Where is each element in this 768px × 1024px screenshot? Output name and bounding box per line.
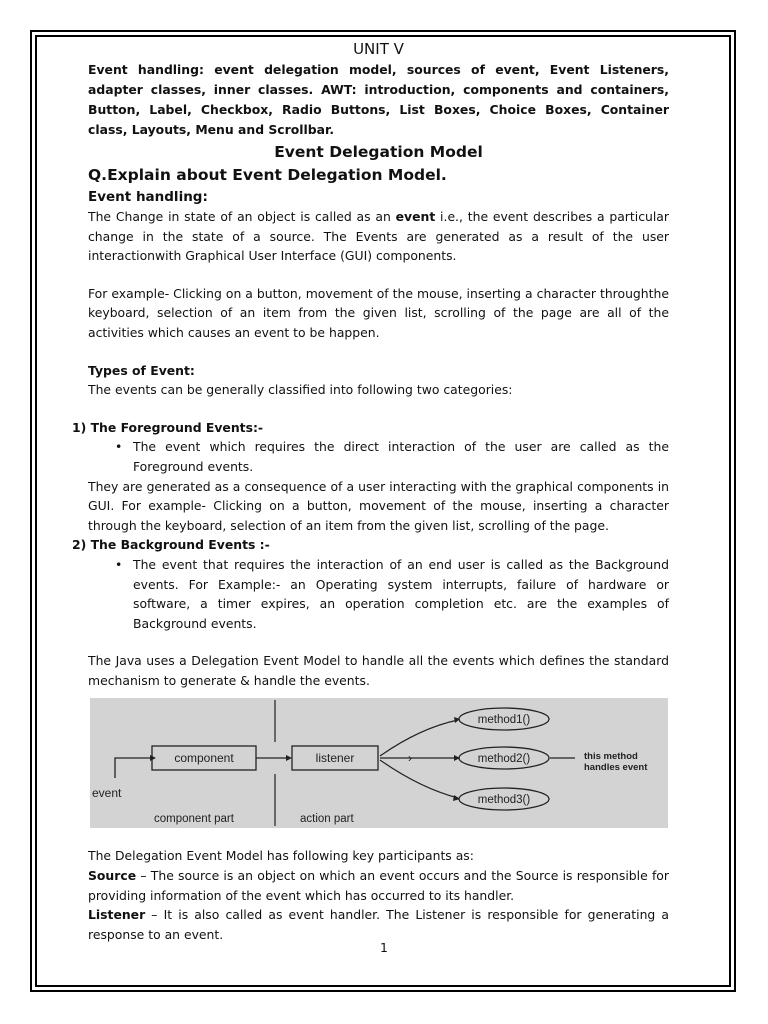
listener-term: Listener <box>88 907 146 923</box>
note-line2: handles event <box>584 762 648 774</box>
foreground-heading: 1) The Foreground Events:- <box>72 419 264 435</box>
background-list <box>88 555 669 633</box>
action-part-label: action part <box>300 813 354 826</box>
source-label: Source <box>88 868 137 884</box>
component-label: component <box>174 751 234 766</box>
event-label: event <box>92 786 122 801</box>
question-heading: Q.Explain about Event Delegation Model. <box>88 166 447 184</box>
delegation-model-diagram <box>90 698 668 828</box>
method3-label: method3() <box>477 794 531 807</box>
syllabus-text: Event handling: event delegation model, sources of event, Event Listeners, adapter classes, inner classes. AWT: introduction, components and containers, Button, Label, Checkbox, Radio Buttons, List Boxes, Choice Boxes, Container class, Layouts, Menu and Scrollbar. <box>88 62 669 137</box>
unit-title: UNIT V <box>353 40 404 58</box>
page-number: 1 <box>380 940 388 955</box>
method1-label: method1() <box>477 714 531 727</box>
source-paragraph: Source – The source is an object on which an event occurs and the Source is responsible for providing information of the event which has occurred to its handler. <box>88 868 669 903</box>
participants-intro: The Delegation Event Model has following key participants as: <box>88 848 474 864</box>
event-definition-paragraph: The Change in state of an object is called as an event i.e., the event describes a particular change in the state of a source. The Events are generated as a result of the user interactionwith Graphical User Interface (GUI) components. <box>88 209 669 264</box>
background-heading: 2) The Background Events :- <box>72 537 270 553</box>
listener-label: listener <box>315 751 355 766</box>
foreground-bullet: • The event which requires the direct interaction of the user are called as the Foreground events. <box>133 437 669 476</box>
event-keyword: event <box>395 209 436 224</box>
background-bullet: • The event that requires the interaction of an end user is called as the Background events. For Example:- an Operating system interrupts, failure of hardware or software, a timer expires, an operation completion etc. are the examples of Background events. <box>133 555 669 633</box>
event-handling-heading: Event handling: <box>88 189 208 205</box>
listener-paragraph: Listener – It is also called as event handler. The Listener is responsible for generating a response to an event. <box>88 907 669 942</box>
foreground-paragraph: They are generated as a consequence of a user interacting with the graphical components in GUI. For example- Clicking on a button, movement of the mouse, inserting a character through the keyboard, selection of an item from the given list, scrolling of the page. <box>88 478 669 533</box>
component-part-label: component part <box>154 813 234 826</box>
java-paragraph: The Java uses a Delegation Event Model to handle all the events which defines the standard mechanism to generate & handle the events. <box>88 653 669 688</box>
types-heading: Types of Event: <box>88 362 195 378</box>
types-intro: The events can be generally classified into following two categories: <box>88 382 513 398</box>
foreground-list <box>88 437 669 476</box>
note-line1: this method <box>584 751 638 763</box>
svg-text:›: › <box>408 751 412 766</box>
section-title: Event Delegation Model <box>274 143 483 161</box>
example-paragraph: For example- Clicking on a button, movement of the mouse, inserting a character throughthe keyboard, selection of an item from the given list, scrolling of the page are all of the activities which causes an event to be happen. <box>88 285 669 340</box>
document-body <box>72 38 669 944</box>
method2-label: method2() <box>477 753 531 766</box>
